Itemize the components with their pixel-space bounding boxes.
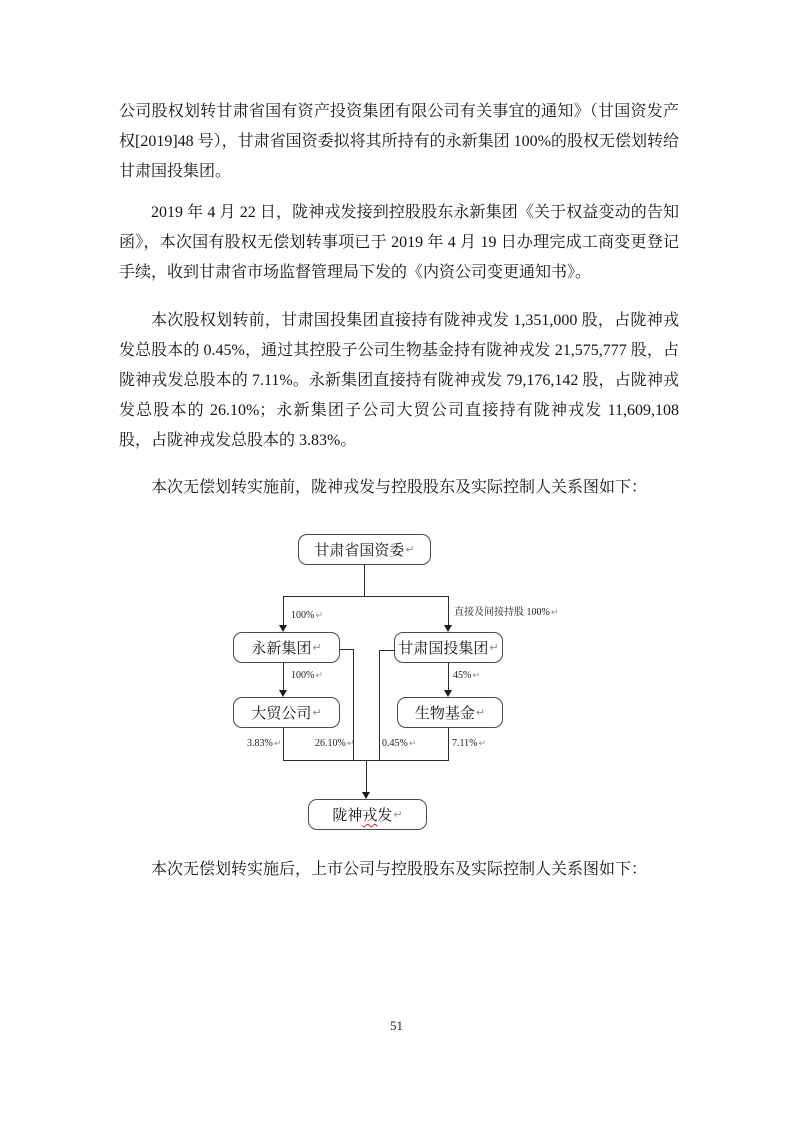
paragraph-change-notice: 2019 年 4 月 22 日，陇神戎发接到控股股东永新集团《关于权益变动的告知函》，本次国有股权无偿划转事项已于 2019 年 4 月 19 日办理完成工商变更登记手续，收到甘肃省市场监督管理局下发的《内资公司变更通知书》。 [119, 204, 679, 281]
connector-split-bar [283, 596, 449, 597]
arrowhead-gov-gtg [444, 625, 452, 632]
edge-label-text: 100% [291, 670, 315, 681]
arrowhead-longshen [362, 792, 370, 799]
node-shengwu-fund [397, 697, 503, 728]
arrowhead-yongxin-damao [279, 690, 287, 697]
node-label: 生物基金 [414, 706, 475, 722]
edge-label-yongxin-damao [291, 670, 323, 681]
edge-label-text: 0.45% [382, 738, 408, 749]
paragraph-notice: 公司股权划转甘肃省国有资产投资集团有限公司有关事宜的通知》（甘国资发产权[2019]48 号），甘肃省国资委拟将其所持有的永新集团 100%的股权无偿划转给甘肃国投集团。 [119, 103, 679, 180]
node-label [332, 804, 392, 825]
connector-gov-yongxin [283, 596, 284, 625]
node-longshen-rongfa [308, 799, 427, 830]
connector-damao-drop [283, 728, 284, 760]
node-label-part: 陇神 [332, 808, 363, 824]
node-label: 永新集团 [251, 641, 312, 657]
edge-label-text: 45% [453, 670, 472, 681]
connector-gov-stem [364, 565, 365, 596]
paragraph-before-transfer: 本次无偿划转实施前，陇神戎发与控股股东及实际控制人关系图如下： [151, 479, 648, 496]
paragraph-mark-icon: ↵ [273, 739, 282, 749]
paragraph-after-transfer: 本次无偿划转实施后，上市公司与控股股东及实际控制人关系图如下： [151, 861, 648, 878]
connector-longshen-stem [366, 760, 367, 792]
paragraph-mark-icon: ↵ [472, 671, 480, 681]
edge-label-shengwu-longshen [452, 738, 486, 749]
paragraph-mark-icon: ↵ [312, 641, 322, 654]
connector-gtg-shengwu [448, 663, 449, 690]
spellcheck-underline-text: 戎 [362, 808, 378, 824]
edge-label-gov-yongxin [291, 610, 323, 621]
paragraph-mark-icon: ↵ [489, 641, 499, 654]
paragraph-mark-icon: ↵ [312, 706, 322, 719]
edge-label-gtg-shengwu [453, 670, 480, 681]
node-label: 大贸公司 [251, 706, 312, 722]
edge-label-damao-longshen [247, 738, 281, 749]
connector-gtg-elbow-v [379, 650, 380, 760]
connector-yongxin-damao [283, 663, 284, 690]
paragraph-mark-icon: ↵ [478, 739, 487, 749]
arrowhead-gov-yongxin [279, 625, 287, 632]
node-label: 甘肃国投集团 [398, 641, 489, 657]
edge-label-text: 7.11% [452, 738, 478, 749]
edge-label-text: 26.10% [315, 738, 346, 749]
edge-label-yongxin-longshen [315, 738, 354, 749]
edge-label-gtg-longshen [382, 738, 416, 749]
paragraph-shareholding: 本次股权划转前，甘肃国投集团直接持有陇神戎发 1,351,000 股，占陇神戎发总股本的 0.45%，通过其控股子公司生物基金持有陇神戎发 21,575,777 股，占陇神戎发总股本的 7.11%。永新集团直接持有陇神戎发 79,176,142 股，占陇神戎发总股本的 26.10%；永新集团子公司大贸公司直接持有陇神戎发 11,609,108 股，占陇神戎发总股本的 3.83%。 [119, 312, 679, 449]
edge-label-text: 直接及间接持股 100% [454, 607, 550, 618]
node-label: 甘肃省国资委 [314, 543, 405, 559]
node-damao-company [233, 697, 340, 728]
page-number: 51 [390, 1018, 403, 1033]
paragraph-mark-icon: ↵ [315, 671, 323, 681]
connector-gtg-elbow-h [379, 650, 395, 651]
node-gansu-sdic-group [394, 632, 503, 663]
node-gansu-sasac [298, 534, 431, 565]
paragraph-mark-icon: ↵ [393, 808, 403, 821]
paragraph-mark-icon: ↵ [346, 739, 355, 749]
edge-label-gov-gtg [454, 603, 558, 618]
paragraph-mark-icon: ↵ [315, 611, 323, 621]
paragraph-mark-icon: ↵ [408, 739, 417, 749]
edge-label-text: 3.83% [247, 738, 273, 749]
connector-shengwu-drop [448, 728, 449, 760]
edge-label-text: 100% [291, 610, 315, 621]
arrowhead-gtg-shengwu [444, 690, 452, 697]
node-yongxin-group [233, 632, 340, 663]
connector-yongxin-elbow-h [340, 649, 354, 650]
paragraph-mark-icon: ↵ [405, 543, 415, 556]
ownership-structure-diagram [225, 530, 585, 842]
paragraph-mark-icon: ↵ [550, 608, 559, 618]
paragraph-mark-icon: ↵ [475, 706, 486, 719]
node-label-part: 发 [377, 808, 393, 824]
connector-gov-gtg [448, 596, 449, 625]
